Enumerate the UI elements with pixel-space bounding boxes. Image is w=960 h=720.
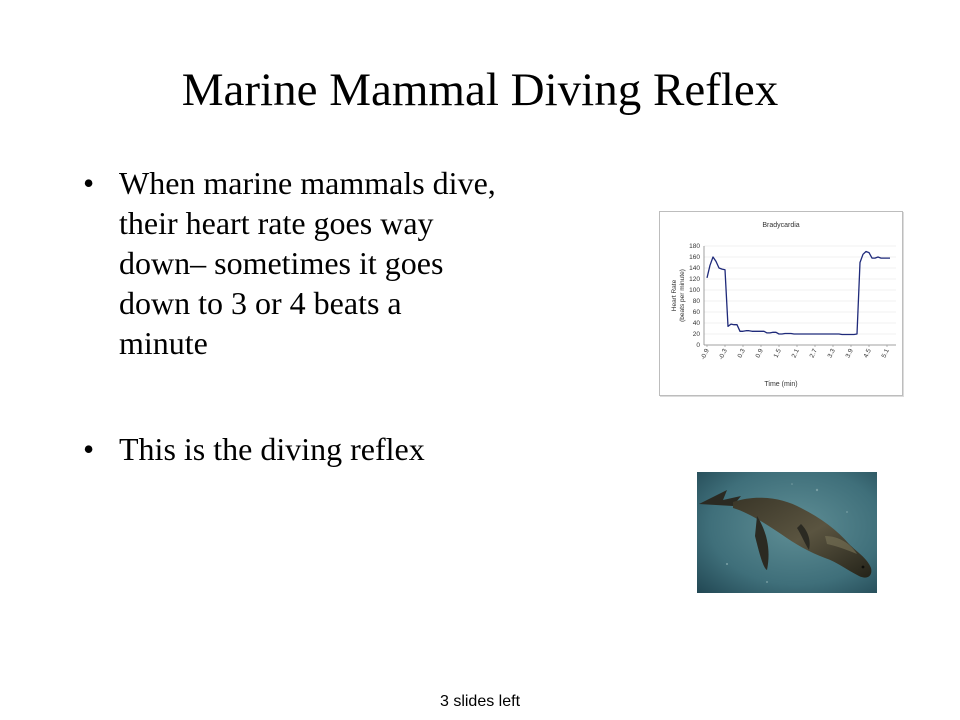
x-tick-label: 4.5 [862,347,873,360]
x-tick-label: 0.9 [754,347,765,360]
y-tick-label: 0 [696,342,700,349]
series-line [707,252,890,335]
y-tick-label: 20 [692,331,700,338]
y-tick-label: 60 [692,309,700,316]
x-tick-label: -0.3 [717,347,729,361]
x-tick-label: -0.9 [699,347,711,361]
y-tick-label: 160 [689,254,700,261]
bullet-line: minute [119,325,208,361]
x-tick-label: 2.1 [790,347,801,360]
y-tick-label: 120 [689,276,700,283]
bullet-item [83,429,628,469]
bullet-item [83,163,628,363]
bullet-line: their heart rate goes way [119,205,434,241]
y-axis-label [671,269,686,322]
chart-title: Bradycardia [762,222,800,229]
chart-canvas [660,212,902,395]
bullet-marker: • [83,431,95,467]
y-tick-label: 180 [689,243,700,250]
bullet-text [119,163,496,363]
slides-remaining-note: 3 slides left [439,693,521,710]
svg-text:Heart Rate(beats per minute): Heart Rate(beats per minute) [671,269,686,322]
bullet-line: When marine mammals dive, [119,165,496,201]
y-tick-label: 140 [689,265,700,272]
bullet-line: This is the diving reflex [119,431,425,467]
x-tick-label: 2.7 [808,347,819,360]
y-tick-label: 40 [692,320,700,327]
bullet-text [119,429,425,469]
slide-title: Marine Mammal Diving Reflex [181,64,779,116]
bullet-line: down– sometimes it goes [119,245,444,281]
y-tick-label: 100 [689,287,700,294]
x-tick-label: 1.5 [772,347,783,360]
bullet-line: down to 3 or 4 beats a [119,285,402,321]
bullet-marker: • [83,165,95,201]
x-tick-label: 3.9 [844,347,855,360]
x-tick-label: 5.1 [880,347,891,360]
bradycardia-chart [659,211,903,396]
x-axis-label: Time (min) [764,381,798,388]
x-tick-label: 0.3 [736,347,747,360]
y-tick-label: 80 [692,298,700,305]
seal-photo [697,472,877,593]
x-tick-label: 3.3 [826,347,837,360]
